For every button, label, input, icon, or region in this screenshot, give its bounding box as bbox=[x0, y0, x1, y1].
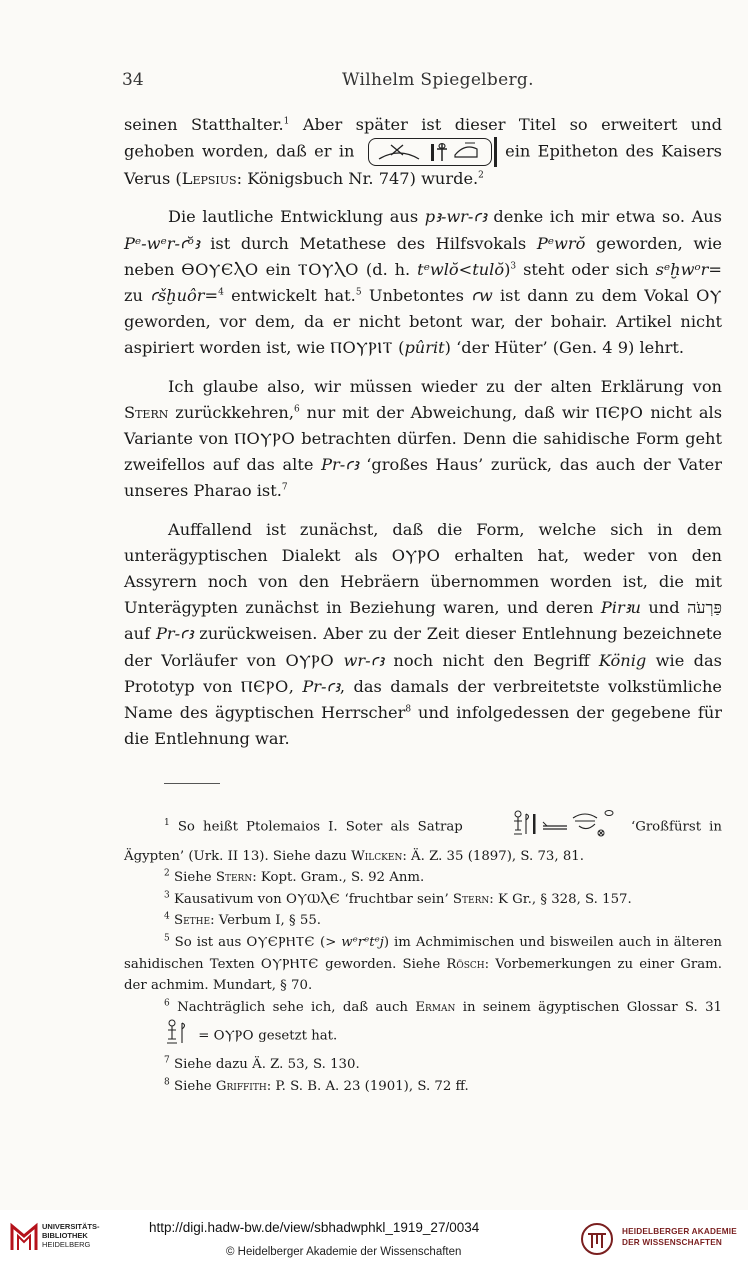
transliteration: Pr-ꜥꜣ bbox=[302, 676, 340, 696]
page-header bbox=[122, 70, 722, 94]
footnote-8 bbox=[124, 1076, 722, 1098]
author-name: Lepsius bbox=[181, 169, 237, 189]
author-name: Rösch bbox=[446, 956, 485, 972]
text-run: zu bbox=[124, 286, 151, 306]
library-name-line: BIBLIOTHEK bbox=[42, 1231, 88, 1240]
footnote-number: 3 bbox=[164, 890, 170, 901]
text-run: ) bbox=[504, 259, 511, 279]
text-run: steht oder sich bbox=[516, 259, 656, 279]
coptic-word: ⲠΟⲨⲢⲒⲦ bbox=[330, 338, 393, 358]
text-run: ein Epitheton des Kaisers Verus ( bbox=[124, 141, 722, 189]
viewer-footer bbox=[0, 1210, 748, 1265]
footnote-5 bbox=[124, 932, 722, 997]
author-name: Stern bbox=[452, 891, 490, 907]
author-name: Stern bbox=[124, 402, 169, 422]
footnote-divider bbox=[164, 783, 220, 784]
coptic-word: ΟⲨⲢⲎⲦЄ bbox=[260, 956, 319, 972]
text-run: , bbox=[288, 676, 303, 696]
text-run: : Vorbemerkungen zu einer Gram. der achmim. Mundart, § 70. bbox=[124, 956, 723, 994]
text-run: : P. S. B. A. 23 (1901), S. 72 ff. bbox=[266, 1078, 469, 1094]
coptic-word: ΟⲨⲰⲖЄ bbox=[285, 891, 341, 907]
paragraph-3 bbox=[124, 374, 722, 505]
author-name: Wilcken bbox=[351, 848, 403, 864]
transliteration: wᵉrᵉtᵉj bbox=[341, 934, 384, 950]
footnote-ref: 2 bbox=[478, 170, 484, 181]
coptic-word: ΟⲨⲢΟ bbox=[391, 545, 441, 565]
text-run: : K Gr., § 328, S. 157. bbox=[489, 891, 632, 907]
hieroglyph-group-satrap bbox=[471, 808, 623, 846]
text-run: in seinem ägyptischen Glossar S. 31 bbox=[455, 999, 722, 1015]
paragraph-1 bbox=[124, 112, 722, 192]
library-name bbox=[42, 1222, 100, 1249]
text-run: seinen Statthalter. bbox=[124, 115, 284, 134]
text-run: So ist aus bbox=[174, 934, 247, 950]
footnote-4 bbox=[124, 910, 722, 932]
text-run: Siehe bbox=[173, 870, 216, 886]
text-run bbox=[334, 651, 343, 670]
text-run: ( bbox=[392, 338, 405, 358]
main-text bbox=[124, 112, 722, 752]
coptic-word: ⲠЄⲢΟ bbox=[240, 676, 289, 696]
footnote-ref: 8 bbox=[405, 704, 412, 715]
footnote-ref: 1 bbox=[283, 116, 290, 127]
text-run: = bbox=[198, 1028, 214, 1044]
text-run: und bbox=[640, 598, 688, 618]
transliteration: tᵉwlŏ<tulŏ bbox=[417, 259, 505, 279]
text-run: entwickelt hat. bbox=[223, 286, 356, 306]
copyright-notice: © Heidelberger Akademie der Wissenschaften bbox=[226, 1246, 462, 1258]
coptic-word: ΟⲨ bbox=[696, 286, 723, 306]
text-run: auf bbox=[124, 624, 156, 644]
text-run: und infolgedessen der gegebene für die Entlehnung war. bbox=[124, 703, 722, 749]
transliteration: ꜥw bbox=[471, 286, 493, 306]
running-title: Wilhelm Spiegelberg. bbox=[342, 70, 534, 90]
text-run: ‘großes Haus’ zurück, das auch der Vater unseres Pharao ist. bbox=[124, 455, 722, 501]
transliteration: wr-ꜥꜣ bbox=[343, 650, 385, 670]
text-run: Die lautliche Entwicklung aus bbox=[168, 207, 425, 227]
footnote-number: 7 bbox=[164, 1055, 170, 1066]
hieroglyph-group-glossar bbox=[124, 1018, 194, 1054]
text-run: Kausativum von bbox=[173, 891, 286, 907]
text-run: : Königsbuch Nr. 747) wurde. bbox=[236, 169, 479, 189]
text-run: Ich glaube also, wir müssen wieder zu der alten Erklärung von bbox=[168, 376, 722, 396]
transliteration: pûrit bbox=[404, 338, 445, 358]
text-run: betrachten dürfen. Denn die sahidische Form geht zweifellos auf das alte bbox=[124, 429, 722, 475]
transliteration: Pᵉwrŏ bbox=[536, 233, 586, 253]
text-run: gesetzt hat. bbox=[253, 1028, 338, 1044]
hieroglyph-cartouche bbox=[368, 138, 492, 166]
hebrew-word: פַּרְעֹה bbox=[687, 598, 722, 618]
footnote-number: 6 bbox=[164, 998, 170, 1009]
text-run: (d. h. bbox=[358, 259, 418, 279]
paragraph-2 bbox=[124, 204, 722, 361]
footnote-number: 8 bbox=[164, 1077, 170, 1088]
coptic-word: ϴΟⲨЄⲖΟ bbox=[181, 259, 259, 279]
text-run: Siehe bbox=[173, 1078, 216, 1094]
footnote-1 bbox=[124, 808, 722, 867]
footnote-number: 1 bbox=[164, 817, 170, 828]
text-run: geworden, vor dem, da er nicht betont war, der bohair. Artikel nicht aspiriert worden ist, wie bbox=[124, 312, 722, 358]
transliteration: pꜣ-wr-ꜥꜣ bbox=[424, 207, 487, 227]
text-run: ein bbox=[258, 259, 298, 279]
text-run: wie das Prototyp von bbox=[124, 650, 722, 696]
author-name: Stern bbox=[215, 870, 253, 886]
text-run: Nachträglich sehe ich, daß auch bbox=[177, 999, 416, 1015]
text-run: geworden, wie neben bbox=[124, 233, 722, 279]
academy-name bbox=[622, 1226, 737, 1248]
text-run: ) im Achmimischen und bisweilen auch in älteren sahidischen Texten bbox=[124, 934, 722, 972]
academy-logo-icon[interactable] bbox=[580, 1222, 614, 1261]
author-name: Erman bbox=[415, 999, 456, 1015]
transliteration: Pr-ꜥꜣ bbox=[155, 624, 194, 644]
text-run: Unbetontes bbox=[361, 286, 472, 306]
library-name-line: HEIDELBERG bbox=[42, 1240, 91, 1249]
transliteration: ꜥšḫuôr= bbox=[150, 286, 219, 306]
footnotes bbox=[124, 808, 722, 1097]
coptic-word: ΟⲨЄⲢⲎⲦЄ bbox=[246, 934, 316, 950]
footnote-ref: 3 bbox=[510, 261, 517, 272]
transliteration: sᵉḫwᵒr= bbox=[655, 259, 722, 279]
library-logo-icon[interactable] bbox=[10, 1222, 38, 1257]
footnote-number: 2 bbox=[164, 868, 170, 879]
text-run: , das damals der verbreitetste volkstümliche Name des ägyptischen Herrscher bbox=[124, 676, 723, 723]
text-run: : Verbum I, § 55. bbox=[210, 913, 322, 929]
text-run: Siehe dazu Ä. Z. 53, S. 130. bbox=[173, 1056, 360, 1072]
footnote-3 bbox=[124, 889, 722, 911]
page-number: 34 bbox=[122, 70, 144, 90]
author-name: Sethe bbox=[173, 913, 211, 929]
text-run: : Ä. Z. 35 (1897), S. 73, 81. bbox=[402, 848, 584, 864]
academy-name-line: HEIDELBERGER AKADEMIE bbox=[622, 1227, 737, 1236]
footnote-ref: 7 bbox=[281, 483, 288, 494]
footnote-6 bbox=[124, 997, 722, 1054]
text-run: Auffallend ist zunächst, daß die Form, welche sich in dem unterägyptischen Dialekt als bbox=[124, 519, 722, 565]
paragraph-4 bbox=[124, 517, 722, 753]
text-run: ‘fruchtbar sein’ bbox=[340, 891, 453, 907]
text-run: geworden. Siehe bbox=[318, 956, 447, 972]
text-run: : Kopt. Gram., S. 92 Anm. bbox=[252, 870, 425, 886]
footnote-2 bbox=[124, 867, 722, 889]
author-name: Griffith bbox=[215, 1078, 267, 1094]
footnote-number: 4 bbox=[164, 911, 170, 922]
transliteration: Pr-ꜥꜣ bbox=[321, 455, 359, 475]
text-run: zurückkehren, bbox=[168, 402, 294, 422]
text-run: denke ich mir etwa so. Aus bbox=[486, 207, 722, 227]
text-run: erhalten hat, weder von den Assyrern noch von den Hebräern übernommen worden ist, die mit Unterägypten zunächst in Beziehung waren, und deren bbox=[124, 545, 722, 618]
coptic-word: ⲠЄⲢΟ bbox=[595, 402, 644, 422]
text-run: nicht als Variante von bbox=[124, 402, 722, 449]
text-run: nur mit der Abweichung, daß wir bbox=[299, 402, 596, 422]
coptic-word: ⲠΟⲨⲢΟ bbox=[234, 429, 296, 449]
permalink-url[interactable]: http://digi.hadw-bw.de/view/sbhadwphkl_1919_27/0034 bbox=[149, 1220, 480, 1235]
text-run: ) ‘der Hüter’ (Gen. 4 9) lehrt. bbox=[444, 338, 685, 358]
coptic-word: ⲦΟⲨⲖΟ bbox=[297, 259, 359, 279]
emphasis: König bbox=[598, 650, 647, 670]
transliteration: Pirꜣu bbox=[600, 598, 641, 618]
footnote-ref: 6 bbox=[293, 404, 300, 415]
footnote-ref: 5 bbox=[355, 287, 362, 298]
library-name-line: UNIVERSITÄTS- bbox=[42, 1222, 100, 1231]
text-run: ‘Großfürst in Ägypten’ (Urk. II 13). Siehe dazu bbox=[124, 819, 722, 864]
text-run: ist durch Metathese des Hilfsvokals bbox=[199, 233, 537, 253]
coptic-word: ΟⲨⲢΟ bbox=[213, 1028, 254, 1044]
text-run: Aber später ist dieser Titel so erweitert und gehoben worden, daß er in bbox=[124, 115, 723, 161]
text-run: zurückweisen. Aber zu der Zeit dieser Entlehnung bezeichnete der Vorläufer von bbox=[124, 624, 722, 670]
text-run: So heißt Ptolemaios I. Soter als Satrap bbox=[177, 819, 463, 835]
text-run: (> bbox=[315, 934, 342, 950]
transliteration: Pᵉ-wᵉr-ꜥᵒ̆ꜣ bbox=[124, 233, 200, 253]
text-run: ist dann zu dem Vokal bbox=[492, 286, 697, 306]
footnote-ref: 4 bbox=[218, 287, 224, 298]
footnote-number: 5 bbox=[164, 933, 170, 944]
coptic-word: ΟⲨⲢΟ bbox=[285, 650, 335, 670]
footnote-7 bbox=[124, 1054, 722, 1076]
academy-name-line: DER WISSENSCHAFTEN bbox=[622, 1238, 723, 1247]
text-run: noch nicht den Begriff bbox=[384, 650, 599, 670]
